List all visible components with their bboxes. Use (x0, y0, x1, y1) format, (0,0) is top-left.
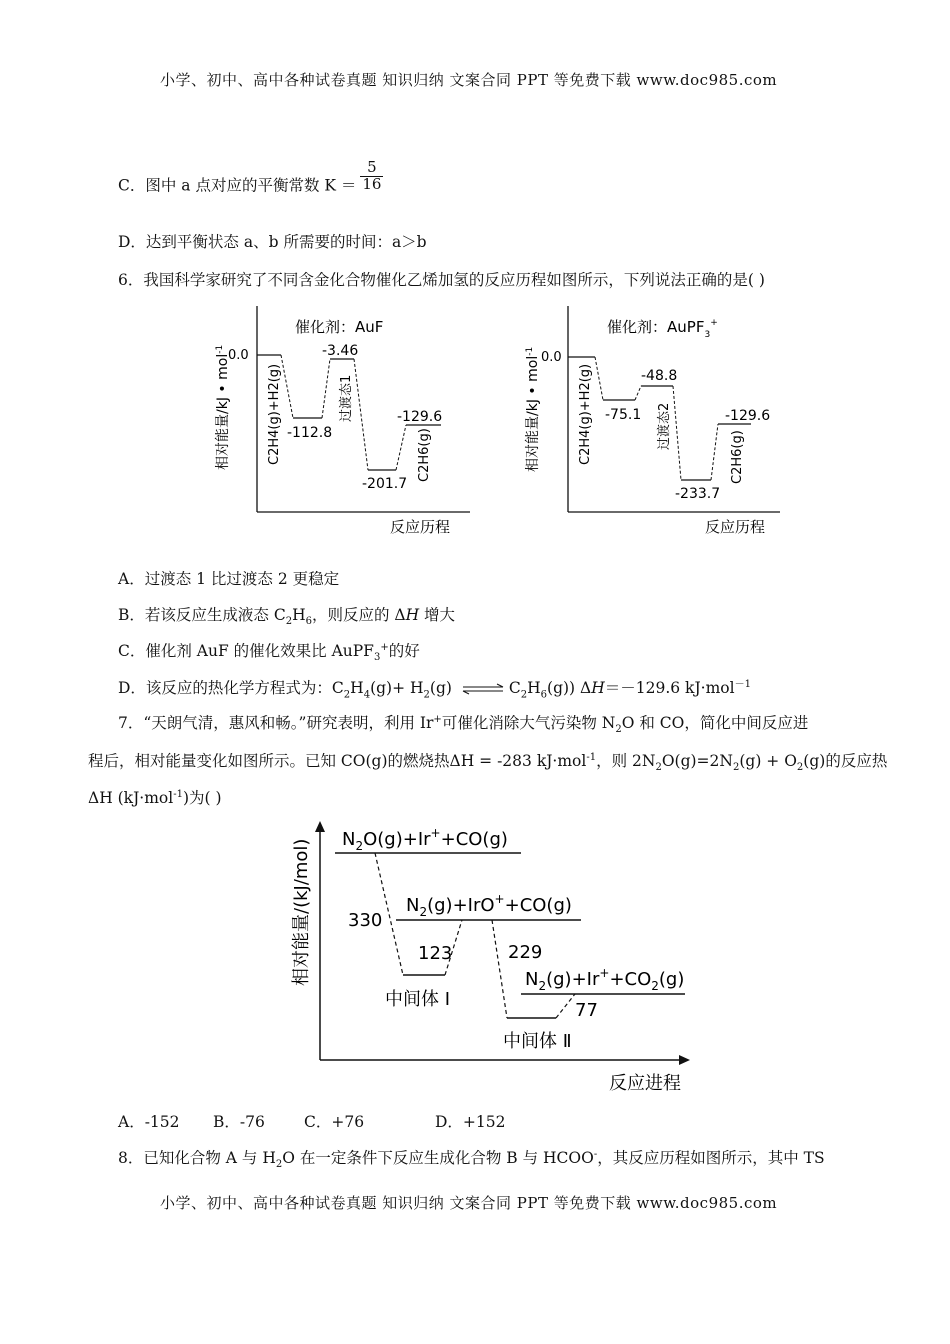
fig1-value-2: -3.46 (322, 343, 359, 359)
page-footer: 小学、初中、高中各种试卷真题 知识归纳 文案合同 PPT 等免费下载 www.doc985.com (160, 1194, 778, 1212)
q7-stem-line-2: 程后，相对能量变化如图所示。已知 CO(g)的燃烧热ΔH = -283 kJ·mol$^{-1}$，则 $2N_2O(g)=2N_2(g) + O_2(g)$的反应热 (88, 751, 888, 774)
q7-xlabel: 反应进程 (609, 1073, 681, 1094)
fig1-reactant: C2H4(g)+H2(g) (267, 363, 282, 465)
q7-value-229: 229 (508, 942, 543, 963)
fig1-value-4: -129.6 (397, 409, 443, 425)
q5-option-c-text: C．图中 a 点对应的平衡常数 K ＝ (118, 176, 357, 195)
q7-option-d: D．+152 (435, 1113, 506, 1131)
q7-level-3: $N_2(g)+Ir^++CO_2(g)$ (525, 966, 685, 993)
q7-value-77: 77 (575, 1000, 598, 1021)
fig1-xlabel: 反应历程 (390, 518, 451, 536)
q7-intermediate-2: 中间体 Ⅱ (503, 1031, 572, 1052)
q7-stem-line-1: 7．“天朗气清，惠风和畅。”研究表明，利用 Ir+可催化消除大气污染物 $N_2O$ 和 CO，简化中间反应进 (118, 713, 809, 736)
fig1-ylabel: 相对能量/kJ • mol$^{-1}$ (215, 344, 231, 470)
q6-energy-diagram-aupf3 (515, 300, 795, 540)
q7-option-c: C．+76 (304, 1113, 365, 1131)
fig1-ts: 过渡态1 (339, 374, 354, 422)
fig2-value-2: -48.8 (641, 368, 678, 384)
fig1-product: C2H6(g) (417, 428, 432, 482)
fig2-value-3: -233.7 (675, 486, 721, 502)
q6-energy-diagram-auf (205, 300, 475, 540)
fig2-catalyst: 催化剂：AuPF$_3$+ (607, 318, 718, 340)
q7-option-a: A．-152 (118, 1113, 180, 1131)
fig2-zero: 0.0 (541, 350, 562, 365)
q7-value-330: 330 (348, 910, 383, 931)
fig2-ylabel: 相对能量/kJ • mol$^{-1}$ (525, 346, 541, 472)
fig2-product: C2H6(g) (730, 430, 745, 484)
fraction-denominator: 16 (362, 174, 382, 193)
fig2-xlabel: 反应历程 (705, 518, 766, 536)
fig2-value-1: -75.1 (605, 407, 642, 423)
q6-stem: 6．我国科学家研究了不同含金化合物催化乙烯加氢的反应历程如图所示，下列说法正确的是( ) (118, 271, 765, 289)
fig2-reactant: C2H4(g)+H2(g) (578, 363, 593, 465)
page-header: 小学、初中、高中各种试卷真题 知识归纳 文案合同 PPT 等免费下载 www.doc985.com (160, 71, 778, 89)
q6-option-c: C．催化剂 AuF 的催化效果比 AuPF$_3$+的好 (118, 641, 420, 664)
q5-option-d: D．达到平衡状态 a、b 所需要的时间：a＞b (118, 233, 427, 251)
fraction-numerator: 5 (367, 158, 377, 176)
q7-energy-diagram (285, 818, 705, 1096)
q7-value-123: 123 (418, 943, 453, 964)
fraction (360, 160, 383, 193)
fig1-value-3: -201.7 (362, 476, 408, 492)
q7-level-1: $N_2O(g)+Ir^++CO(g)$ (342, 826, 508, 853)
q7-ylabel: 相对能量/(kJ/mol) (291, 838, 312, 986)
fig1-catalyst: 催化剂：AuF (295, 318, 384, 336)
q7-level-2: $N_2(g)+IrO^++CO(g)$ (406, 892, 572, 919)
fig1-zero: 0.0 (228, 348, 249, 363)
q6-option-b: B．若该反应生成液态 $C_2H_6$，则反应的 ΔH 增大 (118, 606, 456, 628)
q6-option-a: A．过渡态 1 比过渡态 2 更稳定 (118, 570, 340, 588)
q8-stem: 8．已知化合物 A 与 $H_2O$ 在一定条件下反应生成化合物 B 与 HCOO-，其反应历程如图所示，其中 TS (118, 1148, 825, 1171)
q7-stem-line-3: ΔH (kJ·mol$^{-1}$)为( ) (88, 788, 222, 807)
q6-option-d: D．该反应的热化学方程式为：$C_2H_4(g)+ H_2(g)$ $C_2H_6(g)$) ΔH＝－129.6 kJ·mol$^{-1}$ (118, 679, 751, 701)
equilibrium-arrow-icon (461, 683, 505, 695)
fig1-value-1: -112.8 (287, 425, 333, 441)
q7-intermediate-1: 中间体 Ⅰ (385, 989, 451, 1010)
q7-option-b: B．-76 (213, 1113, 265, 1131)
fig2-value-4: -129.6 (725, 408, 771, 424)
q5-option-c (118, 158, 383, 203)
fig2-ts: 过渡态2 (657, 402, 672, 450)
